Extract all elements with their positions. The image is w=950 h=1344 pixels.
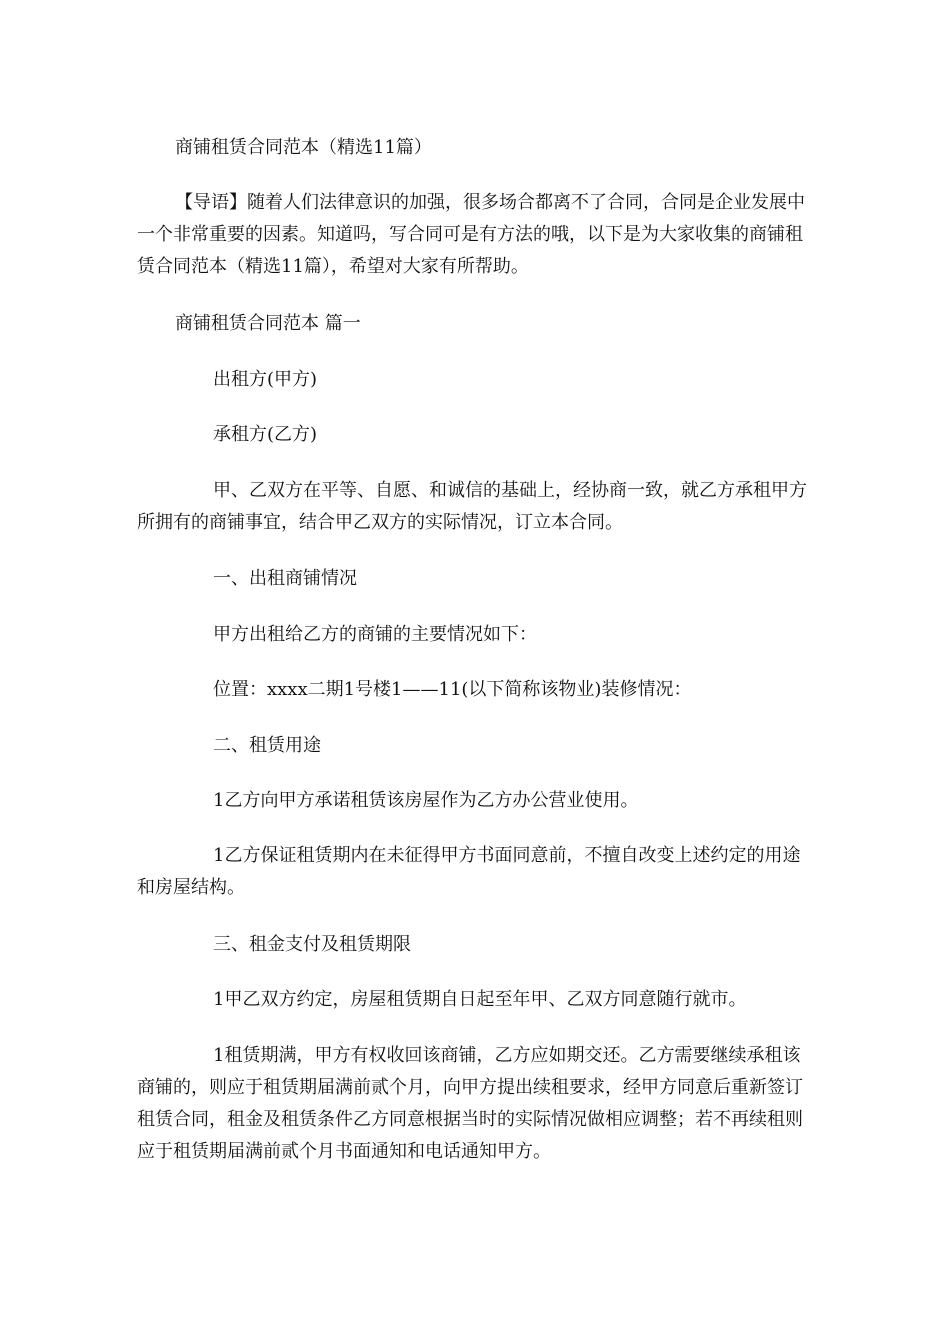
- party-b-line: 承租方(乙方): [213, 424, 318, 445]
- clause-text: 1乙方保证租赁期内在未征得甲方书面同意前，不擅自改变上述约定的用途和房屋结构。: [137, 845, 801, 898]
- clause-text: 1租赁期满，甲方有权收回该商铺，乙方应如期交还。乙方需要继续承租该商铺的，则应于租赁期届满前贰个月，向甲方提出续租要求，经甲方同意后重新签订租赁合同，租金及租赁条件乙方同意根据当时的实际情况做相应调整；若不再续租则应于租赁期届满前贰个月书面通知和电话通知甲方。: [137, 1045, 803, 1162]
- location-line: 位置：xxxx二期1号楼1——11(以下简称该物业)装修情况：: [213, 679, 692, 700]
- clause-heading-3: 三、租金支付及租赁期限: [213, 934, 411, 955]
- clause-text: 1乙方向甲方承诺租赁该房屋作为乙方办公营业使用。: [213, 790, 639, 811]
- clause-text: 1甲乙双方约定，房屋租赁期自日起至年甲、乙双方同意随行就市。: [213, 989, 747, 1010]
- agreement-paragraph: 甲、乙双方在平等、自愿、和诚信的基础上，经协商一致，就乙方承租甲方所拥有的商铺事宜，结合甲乙双方的实际情况，订立本合同。: [137, 480, 807, 533]
- clause-heading-2: 二、租赁用途: [213, 735, 321, 756]
- clause-heading-1: 一、出租商铺情况: [213, 568, 357, 589]
- document-title: 商铺租赁合同范本（精选11篇）: [175, 137, 432, 158]
- intro-paragraph: 【导语】随着人们法律意识的加强，很多场合都离不了合同，合同是企业发展中一个非常重要的因素。知道吗，写合同可是有方法的哦，以下是为大家收集的商铺租赁合同范本（精选11篇），希望对大家有所帮助。: [137, 192, 805, 277]
- party-a-line: 出租方(甲方): [213, 369, 318, 390]
- clause-text: 甲方出租给乙方的商铺的主要情况如下：: [213, 624, 537, 645]
- section-heading-part-one: 商铺租赁合同范本 篇一: [175, 313, 361, 334]
